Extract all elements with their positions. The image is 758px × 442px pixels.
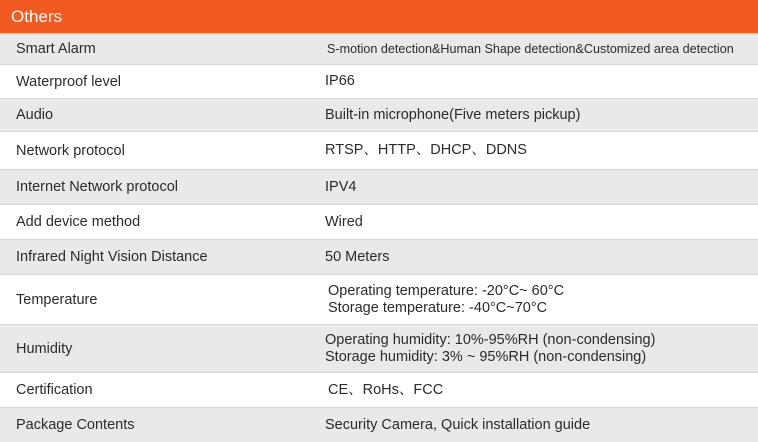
- spec-row-smart-alarm: [0, 33, 758, 64]
- spec-label: Smart Alarm: [16, 41, 96, 57]
- spec-row-temperature: [0, 274, 758, 324]
- spec-value: [310, 205, 758, 239]
- spec-row-certification: [0, 372, 758, 407]
- spec-value-line: 50 Meters: [325, 248, 390, 265]
- spec-label: Humidity: [16, 340, 73, 357]
- spec-value-line: Storage humidity: 3% ~ 95%RH (non-condensing): [325, 348, 647, 365]
- spec-value-line: CE、RoHs、FCC: [328, 381, 444, 398]
- spec-value: [310, 275, 758, 324]
- spec-label: Network protocol: [16, 142, 125, 159]
- section-title: Others: [11, 6, 63, 26]
- section-header: [0, 0, 758, 33]
- spec-label: Waterproof level: [16, 73, 122, 90]
- spec-label: Add device method: [16, 214, 141, 230]
- spec-value-line: Operating temperature: -20°C~ 60°C: [328, 282, 565, 299]
- spec-row-add-device: [0, 204, 758, 239]
- spec-label: Certification: [16, 382, 93, 398]
- spec-row-humidity: [0, 324, 758, 372]
- spec-value-line: Storage temperature: -40°C~70°C: [328, 299, 548, 316]
- spec-row-internet-protocol: [0, 169, 758, 204]
- spec-label: Infrared Night Vision Distance: [16, 249, 208, 265]
- spec-label: Internet Network protocol: [16, 179, 178, 195]
- spec-label: Package Contents: [16, 417, 135, 433]
- spec-row-network-protocol: [0, 131, 758, 169]
- spec-row-night-vision: [0, 239, 758, 274]
- spec-row-package: [0, 407, 758, 442]
- spec-value-line: Operating humidity: 10%-95%RH (non-condensing): [325, 331, 656, 348]
- spec-value-line: Wired: [325, 213, 363, 230]
- spec-value-line: Built-in microphone(Five meters pickup): [325, 106, 581, 123]
- spec-value: [310, 132, 758, 169]
- spec-row-waterproof: [0, 64, 758, 98]
- spec-value: [310, 373, 758, 407]
- spec-value-line: S-motion detection&Human Shape detection&Customized area detection: [327, 41, 734, 56]
- spec-value: [310, 99, 758, 131]
- spec-value: [310, 65, 758, 98]
- spec-value: [310, 170, 758, 204]
- spec-label: Audio: [16, 107, 54, 123]
- spec-value: [310, 34, 758, 64]
- spec-value: [310, 325, 758, 372]
- spec-value: [310, 408, 758, 442]
- spec-value-line: Security Camera, Quick installation guide: [325, 416, 591, 433]
- spec-label: Temperature: [16, 291, 98, 308]
- spec-value-line: IP66: [325, 73, 355, 89]
- spec-value-line: IPV4: [325, 178, 357, 195]
- spec-value: [310, 240, 758, 274]
- spec-row-audio: [0, 98, 758, 131]
- spec-value-line: RTSP、HTTP、DHCP、DDNS: [325, 142, 527, 158]
